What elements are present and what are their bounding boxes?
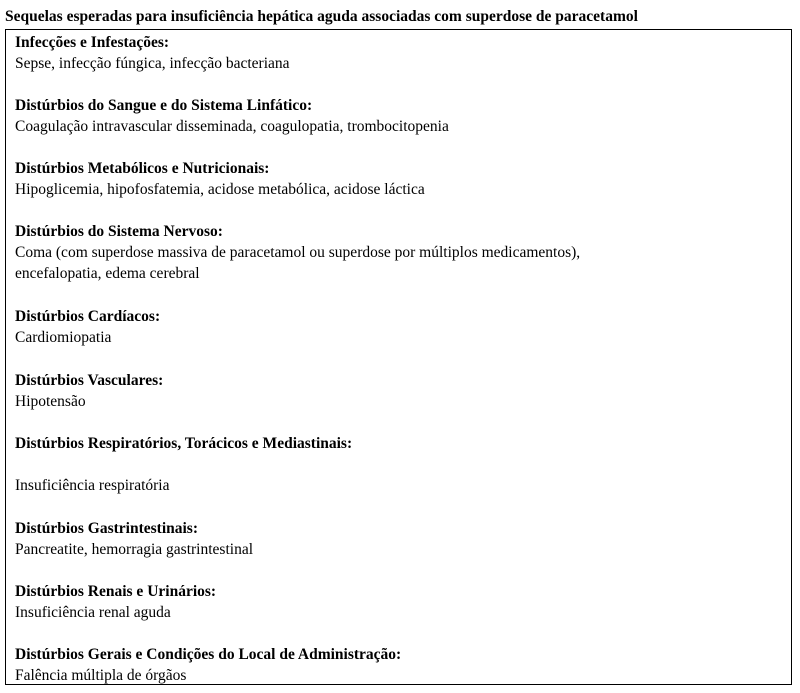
section-blood-lymphatic <box>15 95 785 137</box>
sequelae-table <box>5 29 792 685</box>
section-body: Insuficiência renal aguda <box>15 604 171 621</box>
section-body: Sepse, infecção fúngica, infecção bacteriana <box>15 55 290 72</box>
section-gastrointestinal <box>15 518 785 560</box>
section-body: Hipotensão <box>15 393 86 410</box>
section-cardiac <box>15 306 785 348</box>
section-heading: Infecções e Infestações: <box>15 34 170 51</box>
section-heading: Distúrbios Gastrintestinais: <box>15 520 198 537</box>
section-heading: Distúrbios do Sistema Nervoso: <box>15 223 223 240</box>
section-body-line-2: encefalopatia, edema cerebral <box>15 265 200 282</box>
section-body-line-1: Coma (com superdose massiva de paracetamol ou superdose por múltiplos medicamentos), <box>15 244 581 261</box>
section-heading: Distúrbios Gerais e Condições do Local de Administração: <box>15 646 402 663</box>
section-heading: Distúrbios Respiratórios, Torácicos e Mediastinais: <box>15 435 353 452</box>
section-nervous-system <box>15 221 785 284</box>
document-title: Sequelas esperadas para insuficiência hepática aguda associadas com superdose de paracetamol <box>5 8 638 25</box>
section-metabolic-nutritional <box>15 158 785 200</box>
section-body: Coagulação intravascular disseminada, coagulopatia, trombocitopenia <box>15 118 449 135</box>
section-heading: Distúrbios Cardíacos: <box>15 308 161 325</box>
section-general-administration <box>15 644 785 686</box>
section-body: Pancreatite, hemorragia gastrintestinal <box>15 541 254 558</box>
section-renal-urinary <box>15 581 785 623</box>
section-body: Insuficiência respiratória <box>15 477 170 494</box>
section-heading: Distúrbios do Sangue e do Sistema Linfático: <box>15 97 313 114</box>
section-vascular <box>15 370 785 412</box>
section-body: Falência múltipla de órgãos <box>15 667 187 684</box>
section-heading: Distúrbios Metabólicos e Nutricionais: <box>15 160 270 177</box>
section-body: Hipoglicemia, hipofosfatemia, acidose metabólica, acidose láctica <box>15 181 425 198</box>
section-heading: Distúrbios Vasculares: <box>15 372 164 389</box>
section-infections <box>15 32 785 74</box>
section-body: Cardiomiopatia <box>15 329 112 346</box>
section-respiratory <box>15 433 785 496</box>
section-heading: Distúrbios Renais e Urinários: <box>15 583 217 600</box>
